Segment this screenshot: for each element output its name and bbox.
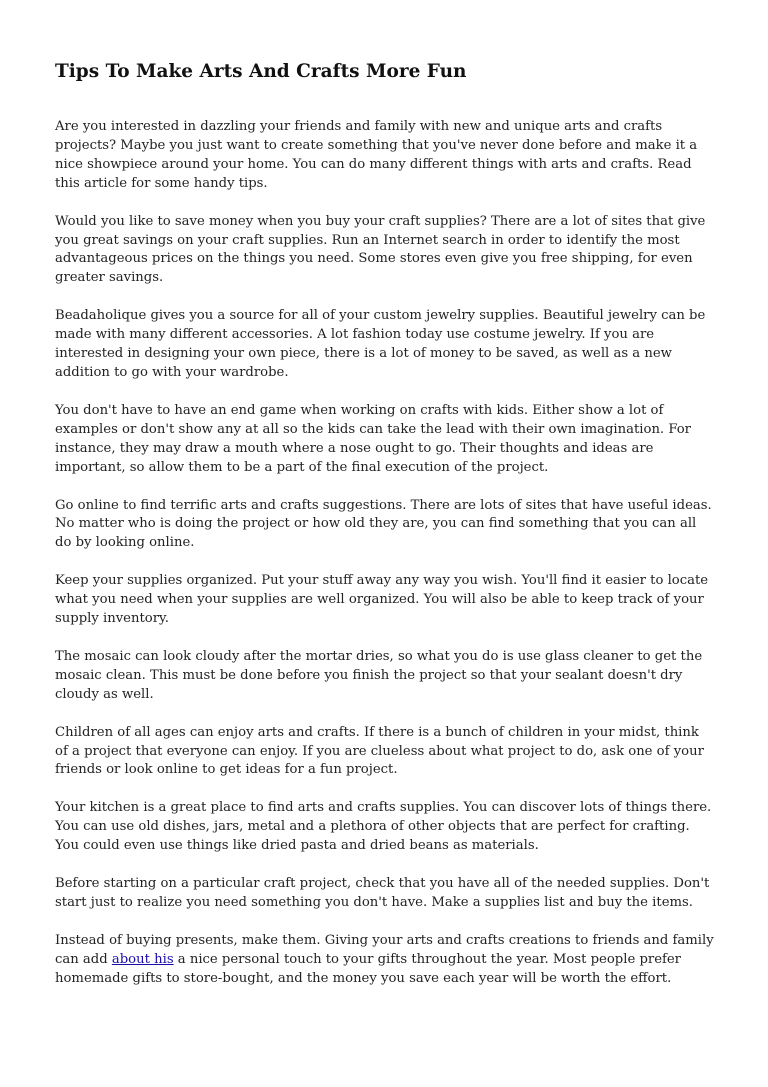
page-title: Tips To Make Arts And Crafts More Fun	[55, 61, 467, 82]
paragraph-4: You don't have to have an end game when working on crafts with kids. Either show a lot of examples or don't show any at all so the kids can take the lead with their own imagination. For instance, they may draw a mouth where a nose ought to go. Their thoughts and ideas are important, so allow them to be a part of the final execution of the project.	[55, 402, 691, 475]
paragraph-11-text-before-link: Instead of buying presents, make them. Giving your arts and crafts creations to friends and family can add	[55, 932, 714, 967]
paragraph-10: Before starting on a particular craft project, check that you have all of the needed supplies. Don't start just to realize you need something you don't have. Make a supplies list and buy the items.	[55, 876, 710, 910]
paragraph-11-text-after-link: a nice personal touch to your gifts throughout the year. Most people prefer homemade gifts to store-bought, and the money you save each year will be worth the effort.	[55, 951, 681, 986]
paragraph-1: Are you interested in dazzling your friends and family with new and unique arts and crafts projects? Maybe you just want to create something that you've never done before and make it a nice showpiece around your home. You can do many different things with arts and crafts. Read this article for some handy tips.	[55, 119, 698, 191]
paragraph-7: The mosaic can look cloudy after the mortar dries, so what you do is use glass cleaner to get the mosaic clean. This must be done before you finish the project so that your sealant doesn't dry cloudy as well.	[55, 648, 703, 702]
paragraph-6: Keep your supplies organized. Put your stuff away any way you wish. You'll find it easier to locate what you need when your supplies are well organized. You will also be able to keep track of your supply inventory.	[55, 573, 709, 627]
paragraph-9: Your kitchen is a great place to find arts and crafts supplies. You can discover lots of things there. You can use old dishes, jars, metal and a plethora of other objects that are perfect for crafting. You could even use things like dried pasta and dried beans as materials.	[55, 800, 712, 854]
paragraph-5: Go online to find terrific arts and crafts suggestions. There are lots of sites that have useful ideas. No matter who is doing the project or how old they are, you can find something that you can all do by looking online.	[55, 497, 712, 551]
paragraph-2: Would you like to save money when you buy your craft supplies? There are a lot of sites that give you great savings on your craft supplies. Run an Internet search in order to identify the most advantageous prices on the things you need. Some stores even give you free shipping, for even greater savings.	[55, 213, 706, 286]
paragraph-8: Children of all ages can enjoy arts and crafts. If there is a bunch of children in your midst, think of a project that everyone can enjoy. If you are clueless about what project to do, ask one of your friends or look online to get ideas for a fun project.	[55, 724, 704, 778]
paragraph-3: Beadaholique gives you a source for all of your custom jewelry supplies. Beautiful jewelry can be made with many different accessories. A lot fashion today use costume jewelry. If you are interested in designing your own piece, there is a lot of money to be saved, as well as a new addition to go with your wardrobe.	[55, 308, 706, 380]
document-page	[55, 58, 715, 1008]
about-his-link[interactable]: about his	[111, 951, 174, 967]
paragraph-11	[55, 932, 715, 989]
